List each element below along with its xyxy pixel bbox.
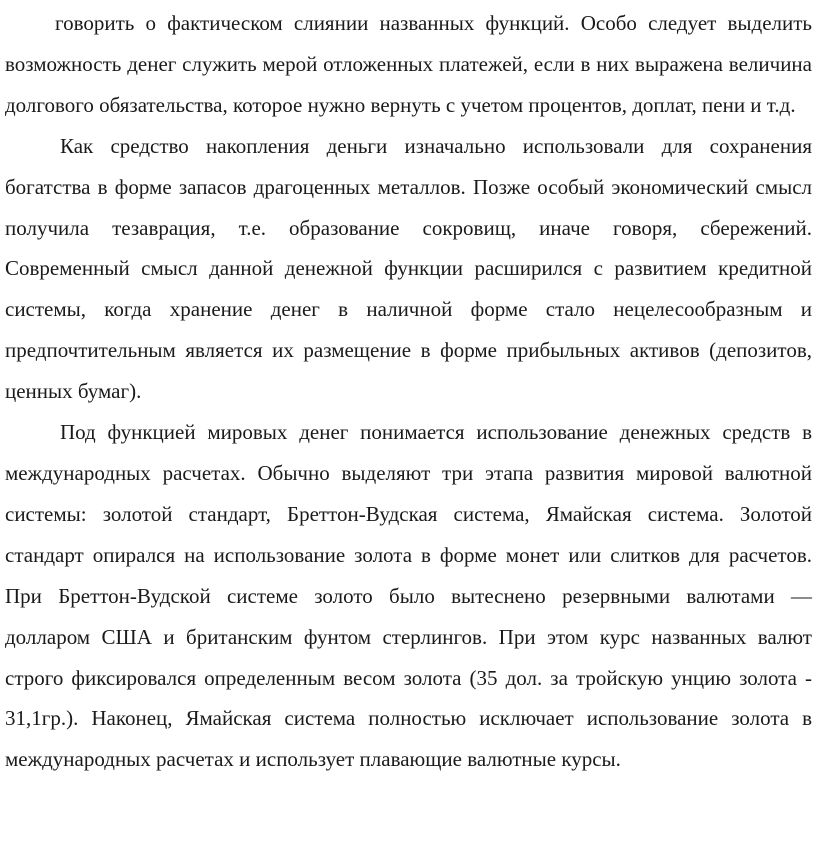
paragraph-money-accumulation: Как средство накопления деньги изначально использовали для сохранения богатства в форме запасов драгоценных металлов. Позже особый экономический смысл получила тезаврация, т.е. образование сокровищ, иначе говоря, сбережений. Современный смысл данной денежной функции расширился с развитием кредитной системы, когда хранение денег в наличной форме стало нецелесообразным и предпочтительным является их размещение в форме прибыльных активов (депозитов, ценных бумаг). [5,133,812,404]
paragraph-world-money: Под функцией мировых денег понимается использование денежных средств в международных расчетах. Обычно выделяют три этапа развития мировой валютной системы: золотой стандарт, Бреттон-Вудская система, Ямайская система. Золотой стандарт опирался на использование золота в форме монет или слитков для расчетов. При Бреттон-Вудской системе золото было вытеснено резервными валютами — долларом США и британским фунтом стерлингов. При этом курс названных валют строго фиксировался определенным весом золота (35 дол. за тройскую унцию золота - 31,1гр.). Наконец, Ямайская система полностью исключает использование золота в международных расчетах и использует плавающие валютные курсы. [5,420,812,772]
paragraph-money-deferred-payments: говорить о фактическом слиянии названных функций. Особо следует выделить возможность денег служить мерой отложенных платежей, если в них выражена величина долгового обязательства, которое нужно вернуть с учетом процентов, доплат, пени и т.д. [5,11,812,117]
